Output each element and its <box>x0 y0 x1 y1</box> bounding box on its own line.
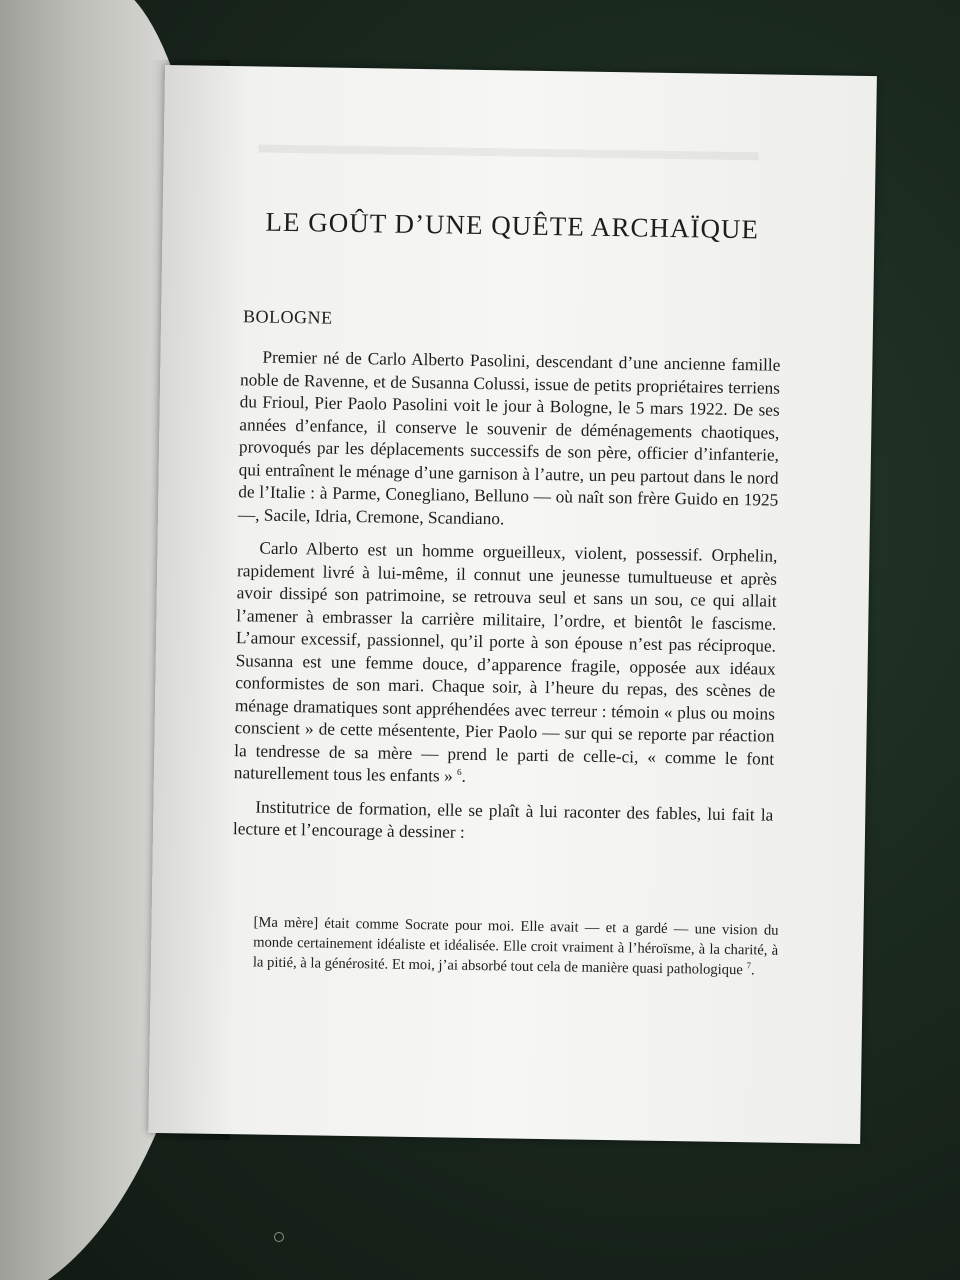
quote-end: . <box>750 962 755 979</box>
show-through-text <box>259 144 759 160</box>
paragraph-2-text: Carlo Alberto est un homme orgueilleux, violent, possessif. Orphelin, rapidement livré à lui-même, il connut une jeunesse tumultueuse et après avoir dissipé son patrimoine, se retrouva seul et sans un sou, ce qui allait l’amener à embrasser la carrière militaire, l’ordre, et bientôt le fascisme. L’amour excessif, passionnel, qu’il porte à son épouse n’est pas réciproque. Susanna est une femme douce, d’apparence fragile, opposée aux idéaux conformistes de son mari. Chaque soir, à l’heure du repas, des scènes de ménage dramatiques sont appréhendées avec terreur : témoin « plus ou moins conscient » de cette mésentente, Pier Paolo — sur qui se reporte par réaction la tendresse de sa mère — prend le parti de celle-ci, « comme le font naturellement tous les enfants » <box>233 538 778 786</box>
paragraph-2 <box>234 537 778 793</box>
paragraph-2-end: . <box>461 766 467 786</box>
footnote-ref-6[interactable]: 6 <box>457 766 462 777</box>
background-speck <box>274 1232 284 1242</box>
page-content <box>232 66 790 979</box>
chapter-title: LE GOÛT D’UNE QUÊTE ARCHAÏQUE <box>265 206 760 245</box>
paragraph-1: Premier né de Carlo Alberto Pasolini, descendant d’une ancienne famille noble de Ravenne, et de Susanna Colussi, issue de petits propriétaires terriens du Frioul, Pier Paolo Pasolini voit le jour à Bologne, le 5 mars 1922. De ses années d’enfance, il conserve le souvenir de déménagements chaotiques, provoqués par les déplacements successifs de son père, officier d’infanterie, qui entraînent le ménage d’une garnison à l’autre, un peu partout dans le nord de l’Italie : à Parme, Conegliano, Belluno — où naît son frère Guido en 1925 —, Sacile, Idria, Cremone, Scandiano. <box>237 347 781 528</box>
paragraph-3: Institutrice de formation, elle se plaît à lui raconter des fables, lui fait la lecture et l’encourage à dessiner : <box>232 797 774 842</box>
book-page <box>148 65 877 1144</box>
body-text <box>233 346 781 860</box>
block-quote <box>253 912 779 980</box>
section-heading: BOLOGNE <box>242 306 333 328</box>
quote-text: [Ma mère] était comme Socrate pour moi. Elle avait — et a gardé — une vision du monde certainement idéaliste et idéalisée. Elle croit vraiment à l’héroïsme, à la charité, à la pitié, à la générosité. Et moi, j’ai absorbé tout cela de manière quasi pathologique <box>252 914 779 979</box>
footnote-ref-7[interactable]: 7 <box>746 960 752 971</box>
